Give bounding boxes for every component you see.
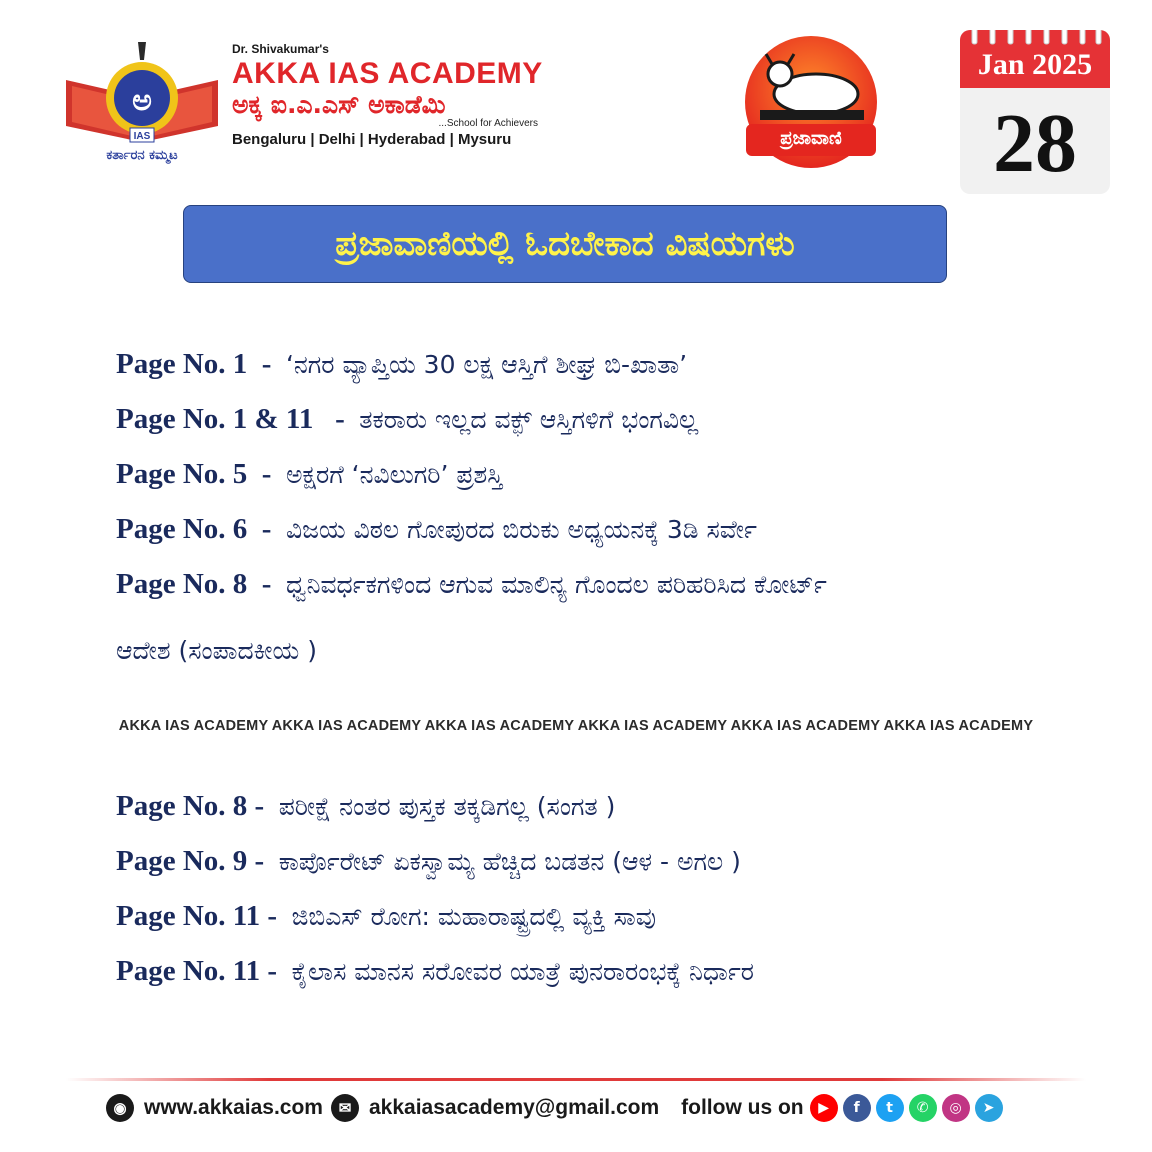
social-icons [810, 1094, 1008, 1122]
email-link[interactable]: akkaiasacademy@gmail.com [368, 1096, 660, 1119]
headline: ಕೈಲಾಸ ಮಾನಸ ಸರೋವರ ಯಾತ್ರೆ ಪುನರಾರಂಭಕ್ಕೆ ನಿರ್ಧಾರ [291, 957, 755, 986]
instagram-icon[interactable]: ◎ [942, 1094, 970, 1122]
headline: ಕಾರ್ಪೊರೇಟ್ ಏಕಸ್ವಾಮ್ಯ ಹೆಚ್ಚಿದ ಬಡತನ (ಆಳ - ಅಗಲ ) [278, 847, 741, 876]
youtube-icon[interactable]: ▶ [810, 1094, 838, 1122]
logo-caption: ಕರ್ತಾರನ ಕಮ್ಮಟ [106, 148, 178, 163]
brand-cities: Bengaluru | Delhi | Hyderabad | Mysuru [232, 131, 512, 148]
brand-name-kannada: ಅಕ್ಕ ಐ.ಎ.ಎಸ್ ಅಕಾಡೆಮಿ [232, 90, 446, 119]
svg-text:ಅ: ಅ [132, 83, 152, 118]
headline: ‘ನಗರ ವ್ಯಾಪ್ತಿಯ 30 ಲಕ್ಷ ಆಸ್ತಿಗೆ ಶೀಘ್ರ ಬಿ-ಖಾತಾ’ [285, 350, 688, 379]
footer [106, 1090, 1066, 1126]
headline-list-2 [116, 790, 1096, 1010]
prajavani-logo [736, 32, 886, 172]
title-banner [183, 205, 947, 283]
list-item [116, 403, 1096, 458]
page-number: Page No. 1 & 11 - [116, 403, 360, 435]
telegram-icon[interactable]: ➤ [975, 1094, 1003, 1122]
headline-list-1 [116, 348, 1096, 678]
headline: ವಿಜಯ ವಿಠಲ ಗೋಪುರದ ಬಿರುಕು ಅಧ್ಯಯನಕ್ಕೆ 3ಡಿ ಸರ್ವೇ [285, 515, 757, 544]
brand-tagline: ...School for Achievers [438, 118, 538, 129]
calendar-month: Jan 2025 [977, 48, 1093, 81]
page-number: Page No. 8 - [116, 568, 286, 600]
headline: ಜಿಬಿಎಸ್ ರೋಗ: ಮಹಾರಾಷ್ಟ್ರದಲ್ಲಿ ವ್ಯಕ್ತಿ ಸಾವು [291, 902, 657, 931]
page-number: Page No. 6 - [116, 513, 286, 545]
headline: ಅಕ್ಷರಗೆ ‘ನವಿಲುಗರಿ’ ಪ್ರಶಸ್ತಿ [285, 460, 503, 489]
list-item [116, 458, 1096, 513]
headline: ಧ್ವನಿವರ್ಧಕಗಳಿಂದ ಆಗುವ ಮಾಲಿನ್ಯ ಗೊಂದಲ ಪರಿಹರಿಸಿದ ಕೋರ್ಟ್ [285, 570, 827, 599]
brand-name: AKKA IAS ACADEMY [232, 57, 543, 90]
list-item [116, 513, 1096, 568]
headline: ತಕರಾರು ಇಲ್ಲದ ವಕ್ಫ್ ಆಸ್ತಿಗಳಿಗೆ ಭಂಗವಿಲ್ಲ [359, 405, 699, 434]
newspaper-name: ಪ್ರಜಾವಾಣಿ [780, 128, 842, 149]
list-item [116, 348, 1096, 403]
website-link[interactable]: www.akkaias.com [144, 1096, 323, 1119]
list-item [116, 845, 1096, 900]
calendar-day: 28 [993, 97, 1077, 190]
calendar-rings-icon [970, 30, 1102, 46]
page-number: Page No. 11 - [116, 955, 292, 987]
page-title: ಪ್ರಜಾವಾಣಿಯಲ್ಲಿ ಓದಬೇಕಾದ ವಿಷಯಗಳು [335, 224, 795, 264]
page-number: Page No. 8 - [116, 790, 279, 822]
page-number: Page No. 5 - [116, 458, 286, 490]
twitter-icon[interactable]: t [876, 1094, 904, 1122]
logo-badge: IAS [133, 131, 151, 142]
list-item [116, 955, 1096, 1010]
globe-icon: ◉ [106, 1094, 134, 1122]
headline: ಪರೀಕ್ಷೆ ನಂತರ ಪುಸ್ತಕ ತಕ್ಕಡಿಗಲ್ಲ (ಸಂಗತ ) [278, 792, 616, 821]
page-number: Page No. 11 - [116, 900, 292, 932]
list-item [116, 568, 1096, 623]
academy-logo [62, 40, 222, 165]
academy-brand [232, 42, 562, 148]
list-item [116, 790, 1096, 845]
academy-watermark-line: AKKA IAS ACADEMY AKKA IAS ACADEMY AKKA IAS ACADEMY AKKA IAS ACADEMY AKKA IAS ACADEMY AKKA IAS ACADEMY [118, 718, 1034, 734]
footer-divider [66, 1078, 1086, 1081]
list-item [116, 900, 1096, 955]
calendar-date [960, 30, 1110, 194]
page-number: Page No. 1 - [116, 348, 286, 380]
brand-doctor: Dr. Shivakumar's [232, 42, 329, 56]
mail-icon: ✉ [331, 1094, 359, 1122]
page-number: Page No. 9 - [116, 845, 279, 877]
whatsapp-icon[interactable]: ✆ [909, 1094, 937, 1122]
follow-label: follow us on [681, 1096, 804, 1119]
facebook-icon[interactable]: f [843, 1094, 871, 1122]
headline-continuation: ಆದೇಶ (ಸಂಪಾದಕೀಯ ) [116, 636, 317, 665]
